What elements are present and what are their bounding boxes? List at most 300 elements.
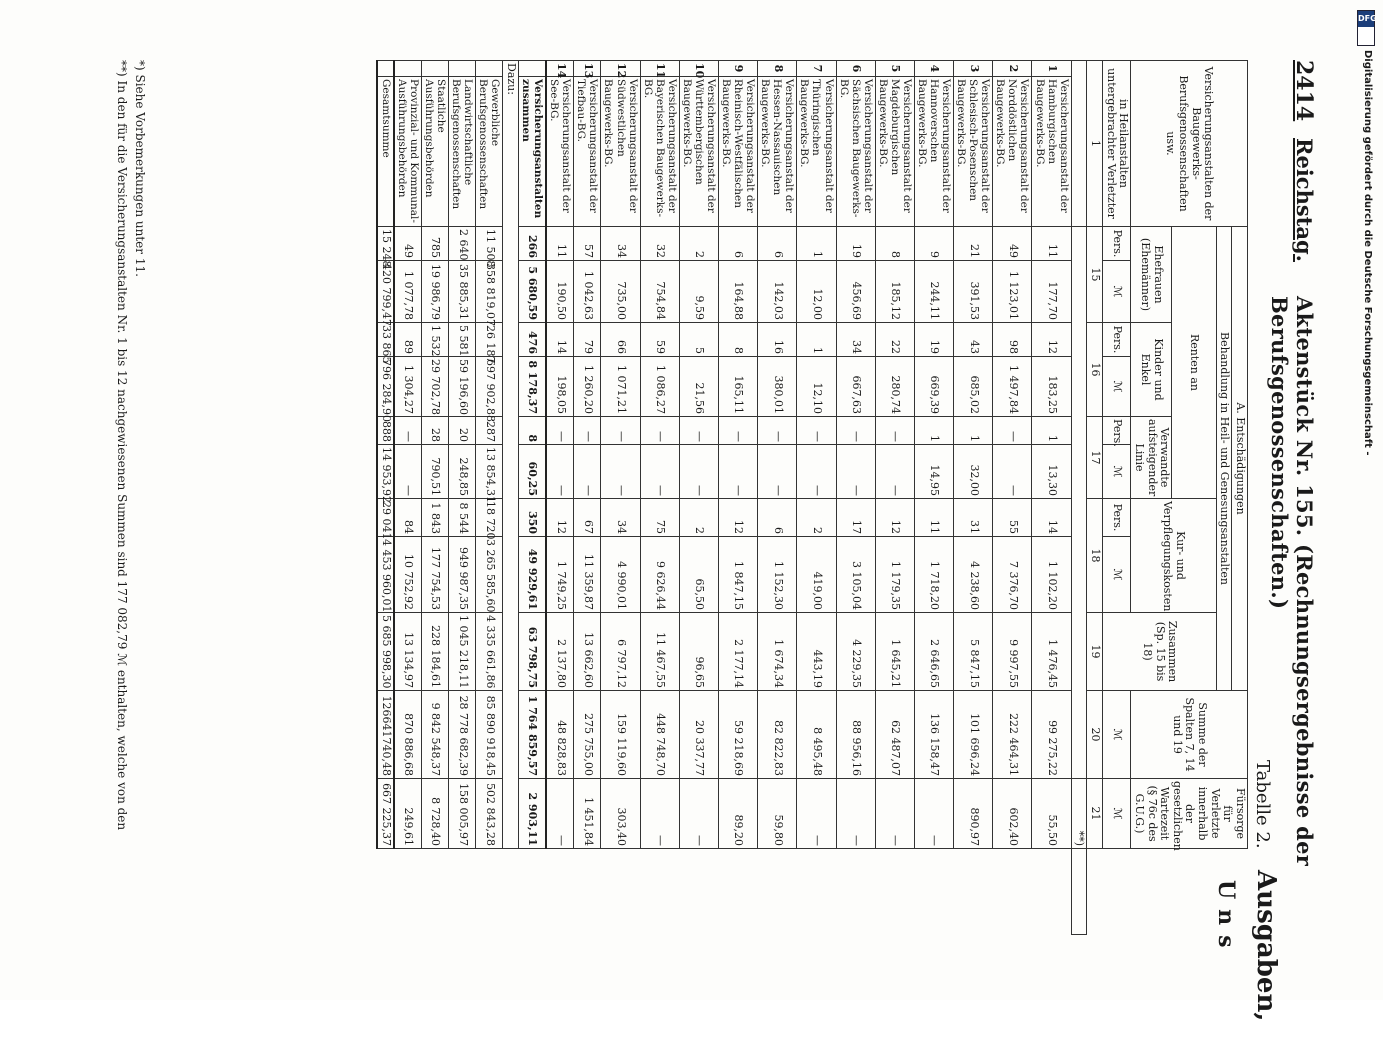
cell-m16: 380,01 bbox=[758, 357, 797, 417]
cell-m17: 60,25 bbox=[519, 445, 547, 499]
cell-m21: — bbox=[875, 779, 914, 849]
row-label: Gesamtsumme bbox=[377, 77, 394, 227]
cell-p17: 1 bbox=[914, 417, 953, 445]
group-header-heilanstalten: Behandlung in Heil- und Genesungsanstalten bbox=[1216, 227, 1232, 691]
row-label: Versicherungsanstalt der Tiefbau-BG. bbox=[574, 77, 601, 227]
cell-m20: 126641740,48 bbox=[377, 691, 394, 779]
cell-p16: 5 bbox=[679, 323, 718, 357]
col-header-summe: Summe der Spalten 7, 14 und 19 bbox=[1131, 691, 1248, 779]
row-index: 6 bbox=[836, 61, 875, 77]
cell-m20: 62 487,07 bbox=[875, 691, 914, 779]
cell-m21: 303,40 bbox=[601, 779, 640, 849]
cell-m18: 1 847,15 bbox=[718, 537, 757, 613]
cell-p15: 8 bbox=[875, 227, 914, 261]
cell-p17: 20 bbox=[449, 417, 476, 445]
cell-p17: — bbox=[718, 417, 757, 445]
cell-p16: 34 bbox=[836, 323, 875, 357]
cell-m16: 1 260,20 bbox=[574, 357, 601, 417]
cell-p16: 19 bbox=[914, 323, 953, 357]
column-number: 19 bbox=[1087, 613, 1103, 691]
cell-p16: 79 bbox=[574, 323, 601, 357]
cell-p16: 66 bbox=[601, 323, 640, 357]
cell-m20: 59 218,69 bbox=[718, 691, 757, 779]
cell-m16: 669,39 bbox=[914, 357, 953, 417]
dfg-sidebar bbox=[1355, 10, 1377, 1000]
cell-m20: 159 119,60 bbox=[601, 691, 640, 779]
cell-p16: 12 bbox=[1032, 323, 1071, 357]
cell-p18: 2 bbox=[797, 499, 836, 537]
row-index: 4 bbox=[914, 61, 953, 77]
row-label: Versicherungsanstalten zusammen bbox=[519, 77, 547, 227]
cell-m21: — bbox=[546, 779, 574, 849]
cell-p16: 33 865 bbox=[377, 323, 394, 357]
row-index bbox=[422, 61, 449, 77]
cell-m17: — bbox=[574, 445, 601, 499]
cell-m16: 796 284,90 bbox=[377, 357, 394, 417]
mark-header: ℳ bbox=[1102, 445, 1130, 499]
cell-p15: 49 bbox=[993, 227, 1032, 261]
cell-m20: 1 764 859,57 bbox=[519, 691, 547, 779]
table-row bbox=[875, 61, 914, 935]
cell-p18: 11 bbox=[914, 499, 953, 537]
row-label: Versicherungsanstalt der Hannoverschen Baugewerks-BG. bbox=[914, 77, 953, 227]
cell-p18: 12 bbox=[718, 499, 757, 537]
sum-row bbox=[519, 61, 547, 935]
cell-p18: 14 bbox=[1032, 499, 1071, 537]
table-row bbox=[601, 61, 640, 935]
cell-m19: 228 184,61 bbox=[422, 613, 449, 691]
cell-m21: 59,80 bbox=[758, 779, 797, 849]
cell-m16: 667,63 bbox=[836, 357, 875, 417]
cell-p18: 6 bbox=[758, 499, 797, 537]
cell-m15: 12,00 bbox=[797, 261, 836, 323]
row-index: 12 bbox=[601, 61, 640, 77]
cell-m20: 448 748,70 bbox=[640, 691, 679, 779]
data-table bbox=[376, 60, 1248, 935]
cell-p16: 1 532 bbox=[422, 323, 449, 357]
footnote-2: **) In den für die Versicherungsanstalten Nr. 1 bis 12 nachgewiesenen Summen sind 177 082,79 ℳ enthalten, welche von den bbox=[115, 60, 129, 831]
cell-m20: 222 464,31 bbox=[993, 691, 1032, 779]
cell-m15: 5 680,59 bbox=[519, 261, 547, 323]
cell-m15: 19 986,79 bbox=[422, 261, 449, 323]
cell-m19: 1 645,21 bbox=[875, 613, 914, 691]
extra-row bbox=[449, 61, 476, 935]
table-row bbox=[758, 61, 797, 935]
row-label: Versicherungsanstalt der Hamburgischen Baugewerks-BG. bbox=[1032, 77, 1071, 227]
page-number: 2414 bbox=[1291, 60, 1317, 122]
row-index bbox=[449, 61, 476, 77]
cell-p18: 75 bbox=[640, 499, 679, 537]
cell-p16: 16 bbox=[758, 323, 797, 357]
column-number: 1 bbox=[1087, 61, 1103, 227]
dfg-logo-text: DFG bbox=[1358, 11, 1374, 27]
mark-header: ℳ bbox=[1102, 537, 1130, 613]
cell-m18: 1 152,30 bbox=[758, 537, 797, 613]
cell-m15: 190,50 bbox=[546, 261, 574, 323]
cell-m20: 99 275,22 bbox=[1032, 691, 1071, 779]
cell-m19: 5 685 998,30 bbox=[377, 613, 394, 691]
cell-p17: — bbox=[875, 417, 914, 445]
cell-m16: 198,05 bbox=[546, 357, 574, 417]
cell-m15: 1 123,01 bbox=[993, 261, 1032, 323]
cell-m18: 1 718,20 bbox=[914, 537, 953, 613]
dfg-credit: Digitalisierung gefördert durch die Deutsche Forschungsgemeinschaft - bbox=[1362, 50, 1373, 456]
reichstag-label: Reichstag. bbox=[1292, 138, 1317, 262]
cell-p18: 67 bbox=[574, 499, 601, 537]
group-header-entschaedigungen: A. Entschädigungen bbox=[1232, 227, 1248, 691]
cell-p15: 785 bbox=[422, 227, 449, 261]
cell-p17: — bbox=[601, 417, 640, 445]
section-title: Ausgaben, bbox=[1251, 870, 1281, 1022]
row-index: 11 bbox=[640, 61, 679, 77]
pers-header: Pers. bbox=[1102, 417, 1130, 445]
cell-m17: 14,95 bbox=[914, 445, 953, 499]
cell-m16: 12,10 bbox=[797, 357, 836, 417]
cell-m21: 2 903,11 bbox=[519, 779, 547, 849]
row-index: 10 bbox=[679, 61, 718, 77]
cell-m16: 165,11 bbox=[718, 357, 757, 417]
row-label: Versicherungsanstalt der Südwestlichen Baugewerks-BG. bbox=[601, 77, 640, 227]
cell-m19: 9 997,55 bbox=[993, 613, 1032, 691]
cell-p18: 31 bbox=[954, 499, 993, 537]
column-number: 20 bbox=[1087, 691, 1103, 779]
cell-m19: 2 177,14 bbox=[718, 613, 757, 691]
cell-p15: 34 bbox=[601, 227, 640, 261]
cell-m21: — bbox=[914, 779, 953, 849]
cell-p17: 28 bbox=[422, 417, 449, 445]
cell-m17: 32,00 bbox=[954, 445, 993, 499]
cell-m20: 82 822,83 bbox=[758, 691, 797, 779]
mark-header: ℳ bbox=[1102, 691, 1130, 779]
cell-m16: 8 178,37 bbox=[519, 357, 547, 417]
cell-m18: 4 238,60 bbox=[954, 537, 993, 613]
cell-m17: — bbox=[546, 445, 574, 499]
cell-m16: 1 086,27 bbox=[640, 357, 679, 417]
row-index bbox=[519, 61, 547, 77]
document-title: Aktenstück Nr. 155. (Rechnungsergebnisse der Berufsgenossenschaften.) bbox=[1267, 296, 1317, 867]
cell-m20: 136 158,47 bbox=[914, 691, 953, 779]
cell-m20: 9 842 548,37 bbox=[422, 691, 449, 779]
col-header-zusammen: Zusammen (Sp. 15 bis 18) bbox=[1102, 613, 1216, 691]
cell-m19: 2 646,65 bbox=[914, 613, 953, 691]
table-row bbox=[914, 61, 953, 935]
table-row bbox=[574, 61, 601, 935]
cell-p15: 2 640 bbox=[449, 227, 476, 261]
cell-p18: 1 843 bbox=[422, 499, 449, 537]
cell-p18: 12 bbox=[546, 499, 574, 537]
cell-m18: 4 453 960,01 bbox=[377, 537, 394, 613]
cell-m17: — bbox=[758, 445, 797, 499]
cell-m21: 55,50 bbox=[1032, 779, 1071, 849]
renten-subheader: in Heilanstalten untergebrachter Verletzter bbox=[1102, 61, 1130, 227]
cell-m19: 2 137,80 bbox=[546, 613, 574, 691]
cell-p16: 14 bbox=[546, 323, 574, 357]
cell-m19: 4 335 661,86 bbox=[476, 613, 503, 691]
table-row bbox=[718, 61, 757, 935]
row-index bbox=[377, 61, 394, 77]
cell-p18: 8 544 bbox=[449, 499, 476, 537]
cell-m19: 13 134,97 bbox=[394, 613, 422, 691]
cell-p15: 49 bbox=[394, 227, 422, 261]
table-label: Tabelle 2. bbox=[1252, 760, 1273, 849]
cell-p16: 5 581 bbox=[449, 323, 476, 357]
cell-m17: — bbox=[640, 445, 679, 499]
cell-m19: 11 467,55 bbox=[640, 613, 679, 691]
cell-m16: 685,02 bbox=[954, 357, 993, 417]
cell-m20: 275 755,00 bbox=[574, 691, 601, 779]
cell-m15: 358 819,07 bbox=[476, 261, 503, 323]
mark-header: ℳ bbox=[1102, 357, 1130, 417]
row-label: Versicherungsanstalt der Sächsischen Baugewerks-BG. bbox=[836, 77, 875, 227]
cell-m15: 9,59 bbox=[679, 261, 718, 323]
cell-m15: 420 799,47 bbox=[377, 261, 394, 323]
row-index: 9 bbox=[718, 61, 757, 77]
cell-p17: — bbox=[758, 417, 797, 445]
cell-m21: — bbox=[836, 779, 875, 849]
row-index: 3 bbox=[954, 61, 993, 77]
col-header-institutions: Versicherungsanstalten der Baugewerks-Berufsgenossenschaften usw. bbox=[1131, 61, 1248, 227]
table-row bbox=[954, 61, 993, 935]
row-label: Staatliche Ausführungsbehörden bbox=[422, 77, 449, 227]
cell-p18: 350 bbox=[519, 499, 547, 537]
section-subtitle: Uns bbox=[1213, 880, 1239, 958]
cell-m21: 602,40 bbox=[993, 779, 1032, 849]
cell-m18: 49 929,61 bbox=[519, 537, 547, 613]
cell-m17: 13,30 bbox=[1032, 445, 1071, 499]
cell-m15: 177,70 bbox=[1032, 261, 1071, 323]
extra-row bbox=[422, 61, 449, 935]
cell-m19: 63 798,75 bbox=[519, 613, 547, 691]
cell-p16: 1 bbox=[797, 323, 836, 357]
row-index: 1 bbox=[1032, 61, 1071, 77]
cell-m18: 1 102,20 bbox=[1032, 537, 1071, 613]
footnote-marker: **) bbox=[1071, 779, 1087, 849]
cell-m15: 35 885,31 bbox=[449, 261, 476, 323]
cell-m15: 1 042,63 bbox=[574, 261, 601, 323]
cell-m19: 13 662,60 bbox=[574, 613, 601, 691]
cell-m21: 8 728,40 bbox=[422, 779, 449, 849]
cell-p18: 17 bbox=[836, 499, 875, 537]
col-header-kur: Kur- und Verpflegungskosten bbox=[1131, 499, 1216, 613]
cell-m15: 391,53 bbox=[954, 261, 993, 323]
row-label: Landwirtschaftliche Berufsgenossenschaften bbox=[449, 77, 476, 227]
cell-m16: 21,56 bbox=[679, 357, 718, 417]
cell-m19: 1 476,45 bbox=[1032, 613, 1071, 691]
cell-p15: 1 bbox=[797, 227, 836, 261]
cell-m19: 1 045 218,11 bbox=[449, 613, 476, 691]
row-index: 8 bbox=[758, 61, 797, 77]
cell-p18: 2 bbox=[679, 499, 718, 537]
cell-p17: 888 bbox=[377, 417, 394, 445]
cell-m18: 4 990,01 bbox=[601, 537, 640, 613]
cell-p16: 59 bbox=[640, 323, 679, 357]
row-label: Provinzial- und Kommunal-Ausführungsbehörden bbox=[394, 77, 422, 227]
cell-p15: 11 bbox=[1032, 227, 1071, 261]
mark-header: ℳ bbox=[1102, 779, 1130, 849]
cell-m21: — bbox=[797, 779, 836, 849]
cell-p18: 18 720 bbox=[476, 499, 503, 537]
cell-m17: — bbox=[601, 445, 640, 499]
cell-m15: 735,00 bbox=[601, 261, 640, 323]
column-number: 15 bbox=[1087, 227, 1103, 323]
cell-p18: 84 bbox=[394, 499, 422, 537]
cell-m17: 790,51 bbox=[422, 445, 449, 499]
cell-m19: 6 797,12 bbox=[601, 613, 640, 691]
cell-p15: 15 248 bbox=[377, 227, 394, 261]
col-header-ehefrauen: Ehefrauen (Ehemänner) bbox=[1131, 227, 1172, 323]
row-label: Gewerbliche Berufsgenossenschaften bbox=[476, 77, 503, 227]
cell-p18: 29 041 bbox=[377, 499, 394, 537]
cell-m17: 13 854,31 bbox=[476, 445, 503, 499]
cell-p15: 19 bbox=[836, 227, 875, 261]
cell-m20: 88 956,16 bbox=[836, 691, 875, 779]
cell-m18: 65,50 bbox=[679, 537, 718, 613]
cell-p15: 57 bbox=[574, 227, 601, 261]
cell-m19: 5 847,15 bbox=[954, 613, 993, 691]
row-index: 2 bbox=[993, 61, 1032, 77]
row-label: Versicherungsanstalt der Thüringischen Baugewerks-BG. bbox=[797, 77, 836, 227]
cell-m18: 177 754,53 bbox=[422, 537, 449, 613]
table-row bbox=[993, 61, 1032, 935]
cell-p18: 34 bbox=[601, 499, 640, 537]
cell-p17: 1 bbox=[954, 417, 993, 445]
table-row bbox=[836, 61, 875, 935]
cell-m16: 183,25 bbox=[1032, 357, 1071, 417]
table-row bbox=[679, 61, 718, 935]
extra-row bbox=[394, 61, 422, 935]
cell-m18: 7 376,70 bbox=[993, 537, 1032, 613]
cell-m15: 456,69 bbox=[836, 261, 875, 323]
cell-m18: 11 359,87 bbox=[574, 537, 601, 613]
cell-m21: 89,20 bbox=[718, 779, 757, 849]
pers-header: Pers. bbox=[1102, 323, 1130, 357]
cell-p15: 21 bbox=[954, 227, 993, 261]
cell-m17: — bbox=[679, 445, 718, 499]
cell-m21: — bbox=[640, 779, 679, 849]
cell-m17: — bbox=[875, 445, 914, 499]
cell-p17: — bbox=[546, 417, 574, 445]
cell-p17: 8 bbox=[519, 417, 547, 445]
cell-m21: 502 843,28 bbox=[476, 779, 503, 849]
cell-p15: 9 bbox=[914, 227, 953, 261]
cell-m15: 164,88 bbox=[718, 261, 757, 323]
cell-p17: — bbox=[836, 417, 875, 445]
cell-m18: 949 987,35 bbox=[449, 537, 476, 613]
cell-m17: 14 953,92 bbox=[377, 445, 394, 499]
row-index: 14 bbox=[546, 61, 574, 77]
cell-p16: 22 bbox=[875, 323, 914, 357]
cell-p16: 8 bbox=[718, 323, 757, 357]
col-header-fuersorge: Fürsorge für Verletzte innerhalb der gesetzlichen Wartezeit (§ 76c des G.U.G.) bbox=[1131, 779, 1248, 849]
cell-m18: 3 105,04 bbox=[836, 537, 875, 613]
cell-m16: 1 071,21 bbox=[601, 357, 640, 417]
footnote-1: *) Siehe Vorbemerkungen unter 11. bbox=[133, 60, 147, 277]
table-row bbox=[1032, 61, 1071, 935]
cell-p15: 11 508 bbox=[476, 227, 503, 261]
column-number: 21 bbox=[1087, 779, 1103, 849]
cell-p15: 2 bbox=[679, 227, 718, 261]
column-number: 17 bbox=[1087, 417, 1103, 499]
cell-m18: 1 749,25 bbox=[546, 537, 574, 613]
group-header-renten: Renten an bbox=[1172, 227, 1217, 499]
footnote-marker-row bbox=[1071, 61, 1087, 935]
cell-m20: 48 828,83 bbox=[546, 691, 574, 779]
cell-m17: 248,85 bbox=[449, 445, 476, 499]
cell-p17: — bbox=[797, 417, 836, 445]
cell-m18: 3 265 585,60 bbox=[476, 537, 503, 613]
cell-m20: 28 778 682,39 bbox=[449, 691, 476, 779]
cell-m17: — bbox=[718, 445, 757, 499]
row-label: Versicherungsanstalt der Rheinisch-Westfälischen Baugewerks-BG. bbox=[718, 77, 757, 227]
cell-m17: — bbox=[797, 445, 836, 499]
row-index: 5 bbox=[875, 61, 914, 77]
cell-p17: — bbox=[679, 417, 718, 445]
cell-m20: 870 886,68 bbox=[394, 691, 422, 779]
cell-m21: 667 225,37 bbox=[377, 779, 394, 849]
column-number: 18 bbox=[1087, 499, 1103, 613]
cell-m15: 185,12 bbox=[875, 261, 914, 323]
cell-p15: 6 bbox=[758, 227, 797, 261]
cell-m16: 280,74 bbox=[875, 357, 914, 417]
table-body bbox=[377, 61, 1087, 935]
cell-m16: 59 196,60 bbox=[449, 357, 476, 417]
table-row bbox=[546, 61, 574, 935]
cell-p15: 266 bbox=[519, 227, 547, 261]
row-index: 7 bbox=[797, 61, 836, 77]
cell-p15: 11 bbox=[546, 227, 574, 261]
cell-m19: 96,65 bbox=[679, 613, 718, 691]
cell-m20: 20 337,77 bbox=[679, 691, 718, 779]
pers-header: Pers. bbox=[1102, 499, 1130, 537]
cell-p18: 55 bbox=[993, 499, 1032, 537]
cell-m16: 1 304,27 bbox=[394, 357, 422, 417]
cell-p16: 98 bbox=[993, 323, 1032, 357]
cell-p17: 1 bbox=[1032, 417, 1071, 445]
cell-m18: 10 752,92 bbox=[394, 537, 422, 613]
cell-m17: — bbox=[836, 445, 875, 499]
row-label: Versicherungsanstalt der Württembergischen Baugewerks-BG. bbox=[679, 77, 718, 227]
mark-header: ℳ bbox=[1102, 261, 1130, 323]
cell-p15: 32 bbox=[640, 227, 679, 261]
cell-p17: — bbox=[993, 417, 1032, 445]
cell-m19: 1 674,34 bbox=[758, 613, 797, 691]
cell-m15: 754,84 bbox=[640, 261, 679, 323]
row-label: Versicherungsanstalt der See-BG. bbox=[546, 77, 574, 227]
cell-p16: 43 bbox=[954, 323, 993, 357]
row-label: Versicherungsanstalt der Norddöstlichen Baugewerks-BG. bbox=[993, 77, 1032, 227]
cell-m17: — bbox=[394, 445, 422, 499]
col-header-verwandte: Verwandte aufsteigender Linie bbox=[1131, 417, 1172, 499]
cell-m21: 1 451,84 bbox=[574, 779, 601, 849]
row-label: Versicherungsanstalt der Schlesisch-Posenschen Baugewerks-BG. bbox=[954, 77, 993, 227]
cell-p17: — bbox=[640, 417, 679, 445]
total-row bbox=[377, 61, 394, 935]
table-row bbox=[640, 61, 679, 935]
cell-m15: 142,03 bbox=[758, 261, 797, 323]
cell-m21: — bbox=[679, 779, 718, 849]
cell-m21: 249,61 bbox=[394, 779, 422, 849]
cell-m16: 697 902,88 bbox=[476, 357, 503, 417]
cell-m18: 419,00 bbox=[797, 537, 836, 613]
cell-p16: 476 bbox=[519, 323, 547, 357]
extra-label: Dazu: bbox=[503, 61, 519, 849]
row-index: 13 bbox=[574, 61, 601, 77]
cell-m20: 8 495,48 bbox=[797, 691, 836, 779]
cell-p18: 12 bbox=[875, 499, 914, 537]
cell-m18: 1 179,35 bbox=[875, 537, 914, 613]
extra-row bbox=[476, 61, 503, 935]
column-number: 16 bbox=[1087, 323, 1103, 417]
